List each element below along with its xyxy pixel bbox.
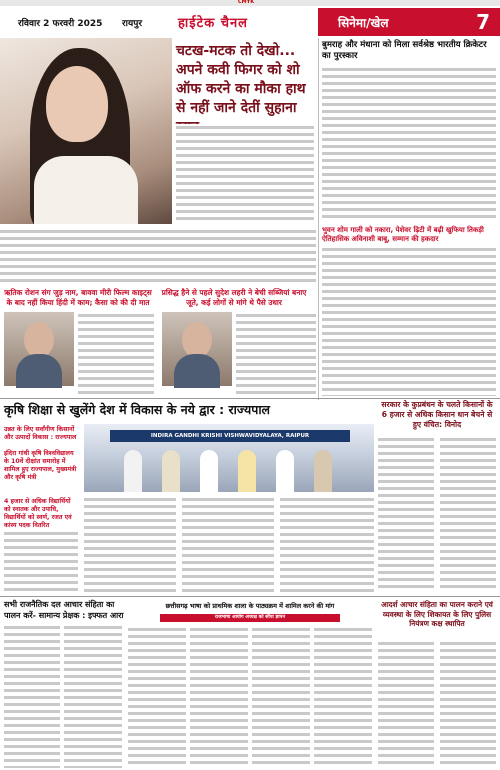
krishi-event-photo bbox=[84, 424, 374, 492]
right-story-col-1 bbox=[378, 436, 434, 592]
masthead-left bbox=[0, 8, 318, 36]
chhattisgarh-headline: छत्तीसगढ़ भाषा को प्राथमिक शाला के पाठ्यक्रम में शामिल करने की मांग bbox=[165, 602, 335, 610]
hero-headline: चटख-मटक तो देखो... अपने कवी फिगर को शो ऑफ करने का मौका हाथ से नहीं जाने देतीं सुहाना bbox=[176, 43, 306, 116]
krishi-bullet-1: उन्नत के लिए सर्वांगीण किसानों और उत्पादों विकास : राज्यपाल bbox=[4, 426, 77, 441]
sidebar-mid-headline: भुवन शोम गाली को नकारा, पेशेवर ढ़िटी में बढ़ी खुफिया तिकड़ी ऐतिहासिक अविनाशी बाबू, सम्मान की हकदार bbox=[322, 226, 484, 243]
hero-photo-outfit bbox=[34, 156, 138, 224]
section-divider-lower bbox=[0, 596, 500, 597]
right-story-headline: सरकार के कुप्रबंधन के चलते किसानों के 6 हजार से अधिक किसान धान बेचने से हुए वंचित: विनोद bbox=[381, 400, 493, 429]
krishi-headline: कृषि शिक्षा से खुलेंगे देश में विकास के नये द्वार : राज्यपाल bbox=[4, 402, 271, 417]
achar-headline: आदर्श आचार संहिता का पालन कराने एवं व्यवस्था के लिए शिकायत के लिए पुलिस नियंत्रण कक्ष स्थापित bbox=[381, 600, 493, 628]
masthead-section-bar bbox=[318, 8, 500, 36]
politics-headline: सभी राजनैतिक दल आचार संहिता का पालन करें- सामान्य प्रेक्षक : इफ्फत आरा bbox=[4, 600, 124, 620]
box-left-photo bbox=[4, 312, 74, 386]
photo-person bbox=[124, 450, 142, 492]
krishi-bullet-2: इंदिरा गांधी कृषि विश्वविद्यालय के 10वें दीक्षांत समारोह में शामिल हुए राज्यपाल, मुख्यमंत्री और कृषि मंत्री bbox=[4, 450, 77, 481]
photo-person bbox=[200, 450, 218, 492]
box-left-headline: ऋतिक रोशन संग जुड़ नाम, बाववा मीरी फिल्म काइट्स के बाद नहीं किया हिंदी में काम; कैसा को की दी मात bbox=[4, 288, 152, 307]
box-right-photo-body bbox=[174, 354, 220, 388]
krishi-bullet-3: 4 हजार से अधिक विद्यार्थियों को स्नातक और उपाधि, विद्यार्थियों को स्वर्ण, रजत एवं कांस्य पदक वितरित bbox=[4, 498, 72, 529]
photo-person bbox=[276, 450, 294, 492]
photo-person bbox=[314, 450, 332, 492]
photo-person bbox=[162, 450, 180, 492]
sidebar-mid-body bbox=[322, 246, 496, 396]
box-right-photo-face bbox=[182, 322, 212, 358]
krishi-photo-banner: INDIRA GANDHI KRISHI VISHWAVIDYALAYA, RAIPUR bbox=[110, 430, 350, 442]
page-number: 7 bbox=[476, 10, 490, 34]
masthead bbox=[0, 8, 500, 36]
krishi-body-col-1 bbox=[4, 530, 78, 592]
chhattisgarh-col-2 bbox=[190, 626, 248, 768]
box-right-headline: प्रसिद्ध हैने से पहले सुदेश लहरी ने बेची सब्जियां बनाए जूते, कई लोगों से मांगे थे पैसे उधार bbox=[161, 288, 307, 307]
box-right-body bbox=[236, 312, 316, 396]
right-story-col-2 bbox=[440, 436, 496, 592]
section-divider-upper bbox=[0, 398, 500, 399]
achar-col-2 bbox=[440, 640, 496, 768]
chhattisgarh-col-3 bbox=[252, 626, 310, 768]
hero-photo-face bbox=[46, 66, 108, 142]
chhattisgarh-col-4 bbox=[314, 626, 372, 768]
cmyk-mark: CMYK bbox=[238, 0, 255, 5]
box-right-photo bbox=[162, 312, 232, 386]
achar-col-1 bbox=[378, 640, 434, 768]
column-divider bbox=[318, 38, 319, 400]
krishi-body-col-2 bbox=[84, 496, 176, 592]
box-left-photo-body bbox=[16, 354, 62, 388]
politics-col-1 bbox=[4, 624, 60, 768]
politics-col-2 bbox=[64, 624, 122, 768]
section-title: सिनेमा/खेल bbox=[338, 16, 389, 30]
chhattisgarh-subhead: राजभाषा आयोग अध्यक्ष को सौंपा ज्ञापन bbox=[160, 614, 340, 622]
box-left-photo-face bbox=[24, 322, 54, 358]
sidebar-top-body bbox=[322, 66, 496, 222]
edition-city: रायपुर bbox=[122, 19, 143, 29]
hero-body-continued bbox=[0, 228, 316, 284]
hero-photo bbox=[0, 38, 172, 224]
box-left-body bbox=[78, 312, 154, 396]
issue-date: रविवार 2 फरवरी 2025 bbox=[18, 19, 103, 29]
sidebar-top-headline: बुमराह और मंधाना को मिला सर्वश्रेष्ठ भारतीय क्रिकेटर का पुरस्कार bbox=[322, 40, 487, 61]
newspaper-brand: हाईटेक चैनल bbox=[178, 16, 248, 31]
photo-person bbox=[238, 450, 256, 492]
chhattisgarh-col-1 bbox=[128, 626, 186, 768]
krishi-body-col-4 bbox=[280, 496, 374, 592]
krishi-body-col-3 bbox=[182, 496, 274, 592]
hero-body-text bbox=[176, 124, 314, 224]
top-color-strip bbox=[0, 0, 500, 6]
